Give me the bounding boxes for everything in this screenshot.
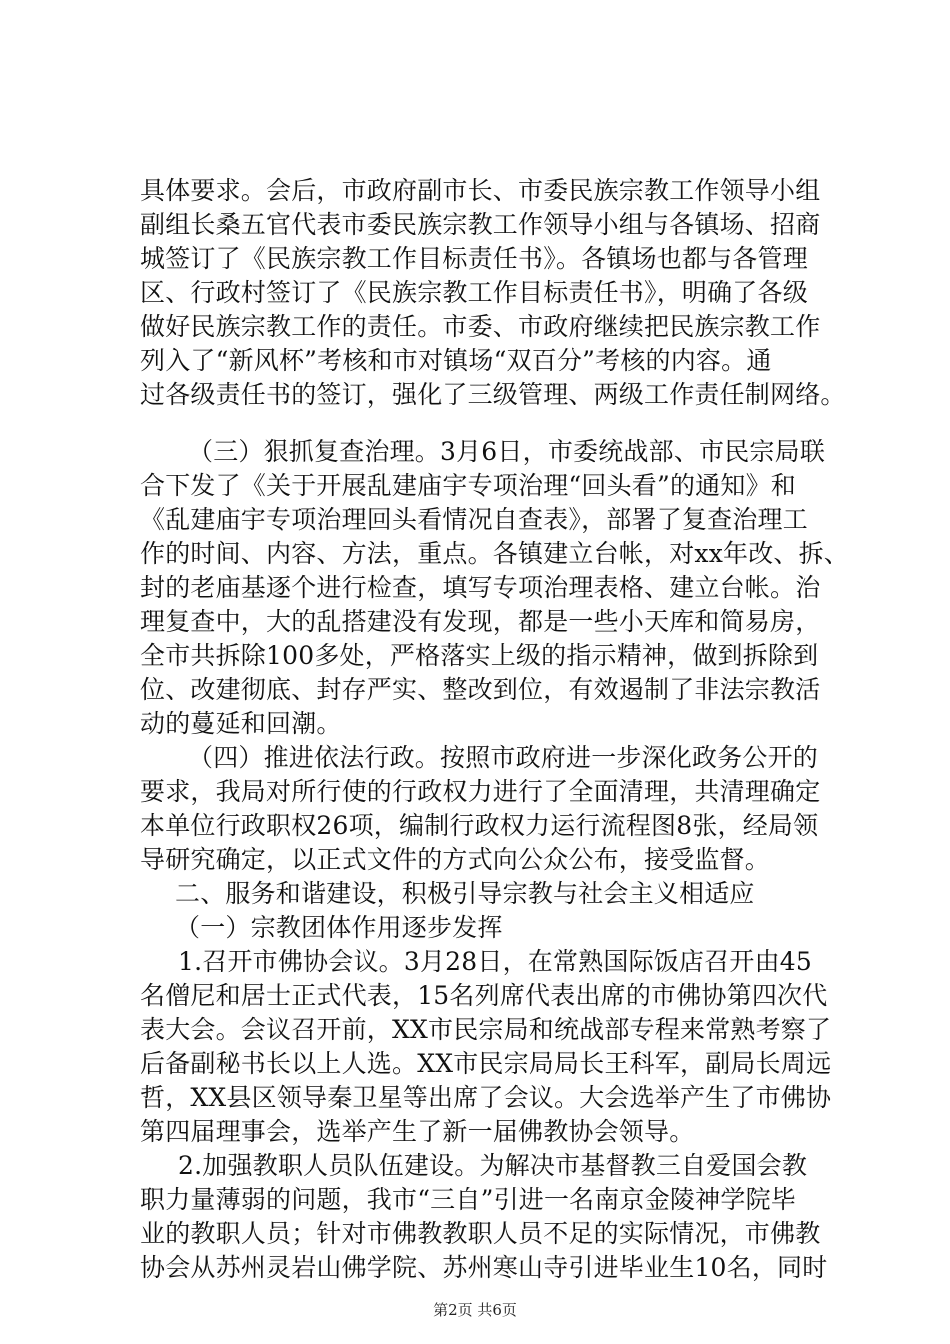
text-line: 后备副秘书长以上人选。XX市民宗局局长王科军，副局长周远	[140, 1049, 832, 1078]
text-line: 业的教职人员；针对市佛教教职人员不足的实际情况，市佛教	[140, 1219, 821, 1248]
text-line: 位、改建彻底、封存严实、整改到位，有效遏制了非法宗教活	[140, 675, 821, 704]
text-line: 做好民族宗教工作的责任。市委、市政府继续把民族宗教工作	[140, 312, 821, 341]
paragraph-start-line: 2.加强教职人员队伍建设。为解决市基督教三自爱国会教	[178, 1151, 808, 1180]
text-line: 表大会。会议召开前，XX市民宗局和统战部专程来常熟考察了	[140, 1015, 832, 1044]
text-line: 《乱建庙宇专项治理回头看情况自查表》，部署了复查治理工	[140, 505, 808, 534]
page-footer: 第2页 共6页	[433, 1301, 517, 1319]
text-line: 第四届理事会，选举产生了新一届佛教协会领导。	[140, 1117, 695, 1146]
text-line: 名僧尼和居士正式代表，15名列席代表出席的市佛协第四次代	[140, 981, 828, 1010]
text-line: 职力量薄弱的问题，我市“三自”引进一名南京金陵神学院毕	[140, 1185, 796, 1214]
text-line: 理复查中，大的乱搭建没有发现，都是一些小天库和简易房，	[140, 607, 821, 636]
text-line: 城签订了《民族宗教工作目标责任书》。各镇场也都与各管理	[140, 244, 808, 273]
paragraph-start-line: （三）狠抓复查治理。3月6日，市委统战部、市民宗局联	[188, 437, 826, 466]
paragraph-start-line: 1.召开市佛协会议。3月28日，在常熟国际饭店召开由45	[178, 947, 812, 976]
text-line: 作的时间、内容、方法，重点。各镇建立台帐，对xx年改、拆、	[140, 539, 850, 568]
text-line: 导研究确定，以正式文件的方式向公众公布，接受监督。	[140, 845, 771, 874]
text-line: 全市共拆除100多处，严格落实上级的指示精神，做到拆除到	[140, 641, 819, 670]
text-line: 本单位行政职权26项，编制行政权力运行流程图8张，经局领	[140, 811, 819, 840]
section-heading: 二、服务和谐建设，积极引导宗教与社会主义相适应	[175, 879, 755, 908]
subsection-heading: （一）宗教团体作用逐步发挥	[175, 913, 503, 942]
text-line: 动的蔓延和回潮。	[140, 709, 342, 738]
text-line: 区、行政村签订了《民族宗教工作目标责任书》，明确了各级	[140, 278, 808, 307]
text-line: 协会从苏州灵岩山佛学院、苏州寒山寺引进毕业生10名，同时	[140, 1253, 828, 1282]
text-line: 哲，XX县区领导秦卫星等出席了会议。大会选举产生了市佛协	[140, 1083, 832, 1112]
text-line: 列入了“新风杯”考核和市对镇场“双百分”考核的内容。通	[140, 346, 772, 375]
paragraph-start-line: （四）推进依法行政。按照市政府进一步深化政务公开的	[188, 743, 819, 772]
text-line: 过各级责任书的签订，强化了三级管理、两级工作责任制网络。	[140, 380, 846, 409]
text-line: 要求，我局对所行使的行政权力进行了全面清理，共清理确定	[140, 777, 821, 806]
text-line: 具体要求。会后，市政府副市长、市委民族宗教工作领导小组	[140, 176, 821, 205]
text-line: 合下发了《关于开展乱建庙宇专项治理“回头看”的通知》和	[140, 471, 796, 500]
text-line: 封的老庙基逐个进行检查，填写专项治理表格、建立台帐。治	[140, 573, 821, 602]
text-line: 副组长桑五官代表市委民族宗教工作领导小组与各镇场、招商	[140, 210, 821, 239]
